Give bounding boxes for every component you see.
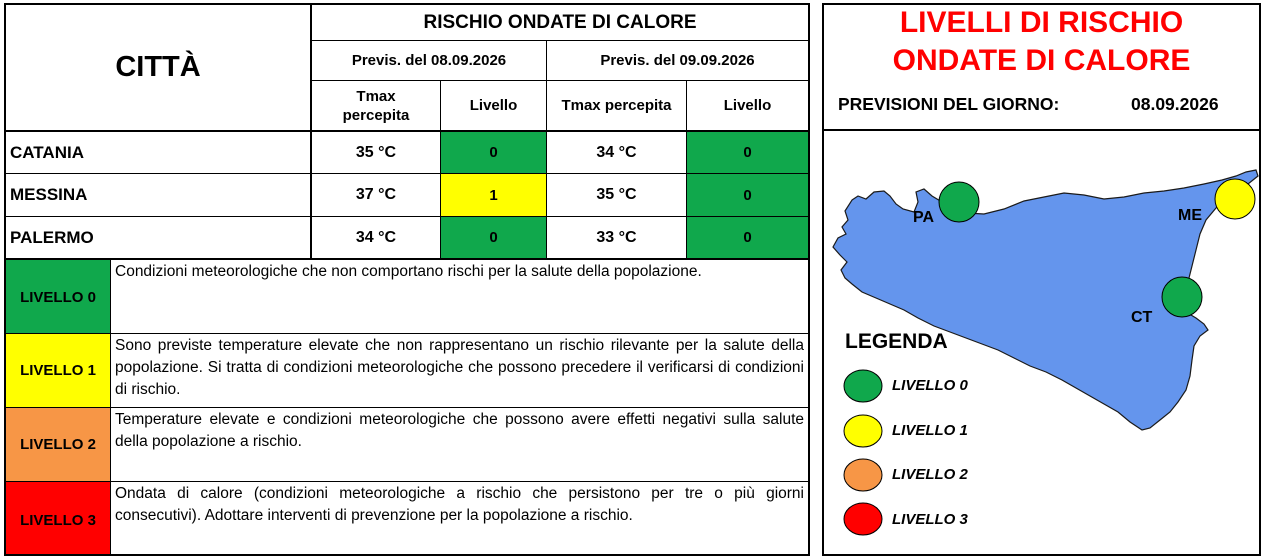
legend-swatch-level-1 bbox=[844, 415, 882, 447]
tmax-day1-messina: 37 °C bbox=[355, 186, 397, 203]
level-0-description: Condizioni meteorologiche che non comportano rischi per la salute della popolazione. bbox=[115, 263, 702, 280]
me-label: ME bbox=[1178, 207, 1202, 224]
level-3-label: LIVELLO 3 bbox=[6, 482, 111, 554]
level-2-description: Temperature elevate e condizioni meteorologiche che possono avere effetti negativi sulla salute della popolazione a rischio. bbox=[115, 411, 804, 450]
city-column-header: CITTÀ bbox=[115, 51, 201, 83]
city-name-palermo: PALERMO bbox=[10, 227, 94, 247]
tmax-day2-catania: 34 °C bbox=[596, 143, 637, 161]
legend-swatch-level-2 bbox=[844, 459, 882, 491]
level-day2-messina: 0 bbox=[687, 174, 808, 216]
tmax-day1-catania: 35 °C bbox=[355, 143, 397, 161]
risk-table-title: RISCHIO ONDATE DI CALORE bbox=[423, 11, 697, 33]
tmax-header-day2: Tmax percepita bbox=[561, 97, 672, 114]
legend-swatch-level-0 bbox=[844, 370, 882, 402]
forecast-label: PREVISIONI DEL GIORNO: bbox=[838, 94, 1060, 114]
legend-label-level-0: LIVELLO 0 bbox=[892, 377, 968, 394]
panel-title-line2: ONDATE DI CALORE bbox=[892, 44, 1191, 77]
city-name-messina: MESSINA bbox=[10, 185, 88, 204]
tmax-day1-palermo: 34 °C bbox=[355, 228, 397, 246]
level-day1-catania: 0 bbox=[441, 132, 546, 173]
level-1-label: LIVELLO 1 bbox=[6, 334, 111, 407]
level-day1-palermo: 0 bbox=[441, 217, 546, 258]
tmax-day2-palermo: 33 °C bbox=[596, 228, 637, 246]
tmax-header-line1: Tmax bbox=[356, 87, 396, 105]
legend-title: LEGENDA bbox=[845, 330, 948, 353]
level-0-label: LIVELLO 0 bbox=[6, 260, 111, 333]
level-2-label: LIVELLO 2 bbox=[6, 408, 111, 481]
tmax-day2-messina: 35 °C bbox=[596, 186, 637, 203]
level-day2-catania: 0 bbox=[687, 132, 808, 173]
pa-label: PA bbox=[913, 209, 935, 226]
legend-swatch-level-3 bbox=[844, 503, 882, 535]
forecast-day1-header: Previs. del 08.09.2026 bbox=[351, 52, 507, 69]
level-header-day2: Livello bbox=[723, 97, 772, 114]
city-name-catania: CATANIA bbox=[10, 142, 84, 162]
ct-label: CT bbox=[1131, 309, 1153, 326]
level-day2-palermo: 0 bbox=[687, 217, 808, 258]
level-header-day1: Livello bbox=[469, 97, 518, 114]
level-1-description: Sono previste temperature elevate che non rappresentano un rischio rilevante per la salute della popolazione. Si tratta di condizioni meteorologiche che possono precedere il verificarsi di condizioni di rischio. bbox=[115, 337, 804, 398]
level-3-description: Ondata di calore (condizioni meteorologiche a rischio che persistono per tre o più giorni consecutivi). Adottare interventi di prevenzione per la popolazione a rischio. bbox=[115, 485, 804, 524]
legend-label-level-3: LIVELLO 3 bbox=[892, 511, 968, 528]
forecast-day2-header: Previs. del 09.09.2026 bbox=[600, 52, 755, 69]
level-day1-messina: 1 bbox=[441, 174, 546, 216]
forecast-date: 08.09.2026 bbox=[1131, 94, 1219, 114]
tmax-header-line2: percepita bbox=[342, 106, 410, 124]
legend-label-level-2: LIVELLO 2 bbox=[892, 466, 968, 483]
panel-title-line1: LIVELLI DI RISCHIO bbox=[899, 6, 1184, 39]
legend-label-level-1: LIVELLO 1 bbox=[892, 422, 968, 439]
